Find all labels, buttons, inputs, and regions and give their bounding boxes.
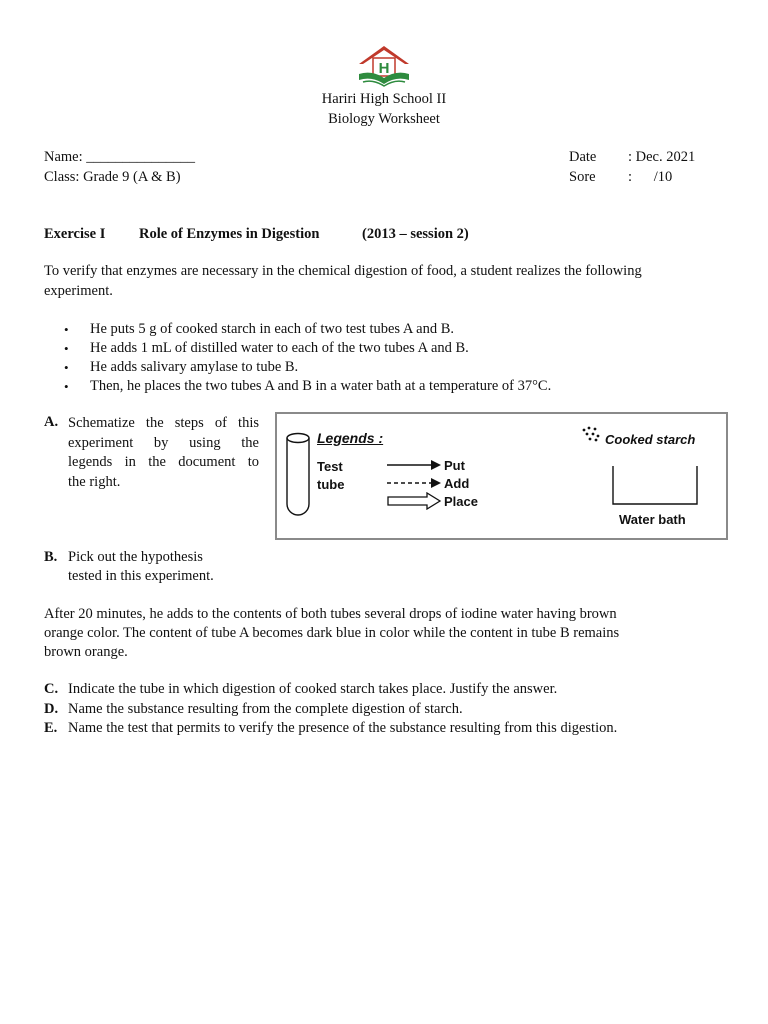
cooked-starch-icon <box>581 426 601 442</box>
question-c-text: Indicate the tube in which digestion of cooked starch takes place. Justify the answer. <box>68 681 558 697</box>
experiment-steps-list <box>44 320 551 396</box>
question-a-line: experiment by using the <box>68 434 259 451</box>
date-value: : Dec. 2021 <box>628 149 696 165</box>
list-item: • He adds 1 mL of distilled water to each of the two tubes A and B. <box>44 339 551 358</box>
legend-cooked-starch-label: Cooked starch <box>605 432 696 447</box>
question-d-text: Name the substance resulting from the complete digestion of starch. <box>68 701 463 717</box>
put-arrow-icon <box>387 459 441 471</box>
exercise-title: Role of Enzymes in Digestion <box>139 226 320 242</box>
list-item: • He puts 5 g of cooked starch in each of two test tubes A and B. <box>44 320 551 339</box>
test-tube-icon <box>285 432 311 518</box>
exercise-number: Exercise I <box>44 226 106 242</box>
logo-letter: H <box>378 60 390 77</box>
question-e-letter: E. <box>44 720 58 736</box>
exercise-source: (2013 – session 2) <box>362 226 469 242</box>
question-b-letter: B. <box>44 549 58 565</box>
observation-line-3: brown orange. <box>44 644 128 660</box>
question-b-line-1: Pick out the hypothesis <box>68 549 203 565</box>
legend-figure <box>275 412 728 540</box>
class-label: Class: Grade 9 (A & B) <box>44 169 181 185</box>
date-label: Date <box>569 149 597 165</box>
question-a-line: Schematize the steps of this <box>68 415 259 431</box>
name-field: Name: _______________ <box>44 149 196 165</box>
add-arrow-icon <box>387 477 441 489</box>
legend-place-label: Place <box>444 494 478 509</box>
question-c-letter: C. <box>44 681 59 697</box>
legend-put-label: Put <box>444 458 465 473</box>
score-label: Sore <box>569 169 596 185</box>
legend-test-label: Test <box>317 459 343 474</box>
intro-line-2: experiment. <box>44 283 113 299</box>
legend-add-label: Add <box>444 476 470 491</box>
question-e-text: Name the test that permits to verify the presence of the substance resulting from this digestion. <box>68 720 618 736</box>
list-item: • He adds salivary amylase to tube B. <box>44 358 551 377</box>
question-a-line: legends in the document to <box>68 454 259 470</box>
question-a-letter: A. <box>44 414 59 430</box>
worksheet-subject: Biology Worksheet <box>328 111 440 127</box>
legend-tube-label: tube <box>317 477 345 492</box>
place-arrow-icon <box>387 492 441 510</box>
school-logo-icon <box>355 44 413 90</box>
score-value: : /10 <box>628 169 673 185</box>
list-item: • Then, he places the two tubes A and B in a water bath at a temperature of 37°C. <box>44 377 551 396</box>
water-bath-icon <box>611 466 699 506</box>
intro-line-1: To verify that enzymes are necessary in the chemical digestion of food, a student realizes the following <box>44 263 642 279</box>
legend-title: Legends : <box>317 430 384 446</box>
legend-water-bath-label: Water bath <box>619 512 686 527</box>
school-name: Hariri High School II <box>321 91 447 107</box>
observation-line-2: orange color. The content of tube A becomes dark blue in color while the content in tube B remains <box>44 625 620 641</box>
question-a-line: the right. <box>68 473 121 490</box>
question-a-text <box>68 414 259 492</box>
question-d-letter: D. <box>44 701 59 717</box>
observation-line-1: After 20 minutes, he adds to the contents of both tubes several drops of iodine water having brown <box>44 606 617 622</box>
question-b-line-2: tested in this experiment. <box>68 568 214 584</box>
